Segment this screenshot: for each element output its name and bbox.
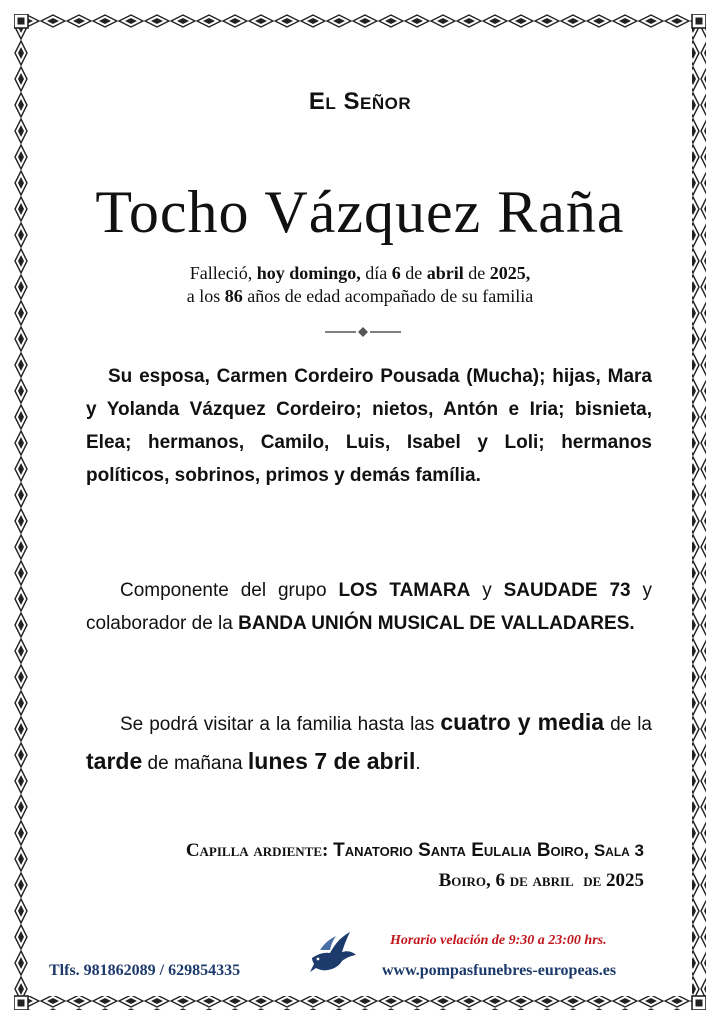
chapel-label: Capilla ardiente: [185,840,329,861]
visit-date: lunes 7 de abril [247,748,416,774]
chapel-room: Sala 3 [593,841,644,860]
death-text: de [400,263,427,283]
group-name: SAUDADE 73 [503,580,631,601]
death-date-day: 6 [391,263,401,283]
group-name: LOS TAMARA [338,580,471,601]
age-text: años de edad acompañado de su familia [242,286,534,306]
visit-time: cuatro y media [440,709,605,735]
death-date-year: 2025, [489,263,531,283]
visit-period: tarde [86,748,143,774]
chapel-line [186,836,644,866]
death-line-1 [0,262,720,285]
group-text: Componente del grupo [120,580,339,601]
viewing-hours: Horario velación de 9:30 a 23:00 hrs. [390,933,607,948]
death-date-month: abril [426,263,464,283]
visit-text: de mañana [142,753,248,774]
visit-text: Se podrá visitar a la familia hasta las [120,714,441,735]
group-text: y [470,580,504,601]
death-notice [0,262,720,308]
place-date-line: Boiro, 6 de abril de 2025 [438,870,644,891]
chapel-info [186,836,644,896]
phone-numbers: Tlfs. 981862089 / 629854335 [49,962,241,979]
visit-paragraph [86,704,652,782]
visit-text: . [415,753,421,774]
band-name: BANDA UNIÓN MUSICAL DE VALLADARES. [238,613,635,634]
age-value: 86 [224,286,243,306]
dove-icon [306,928,358,974]
death-line-2 [0,285,720,308]
death-text: Falleció, [189,263,257,283]
death-day: hoy domingo, [256,263,361,283]
death-text: de [463,263,490,283]
family-list: Su esposa, Carmen Cordeiro Pousada (Mucha); hijas, Mara y Yolanda Vázquez Cordeiro; nietos, Antón e Iria; bisnieta, Elea; hermanos, Camilo, Luis, Isabel y Loli; hermanos políticos, sobrinos, primos y demás família. [86,366,652,486]
heading-title: El Señor [308,88,412,115]
chapel-place: Tanatorio Santa Eulalia Boiro, [333,840,590,861]
deceased-name: Tocho Vázquez Raña [95,179,625,245]
death-text: día [360,263,392,283]
diamond-ornament-icon [325,326,401,338]
group-paragraph [86,574,652,640]
group-text: y colaborador de la [86,580,652,634]
visit-text: de la [604,714,652,735]
age-text: a los [186,286,225,306]
website-link[interactable]: www.pompasfunebres-europeas.es [382,962,617,979]
